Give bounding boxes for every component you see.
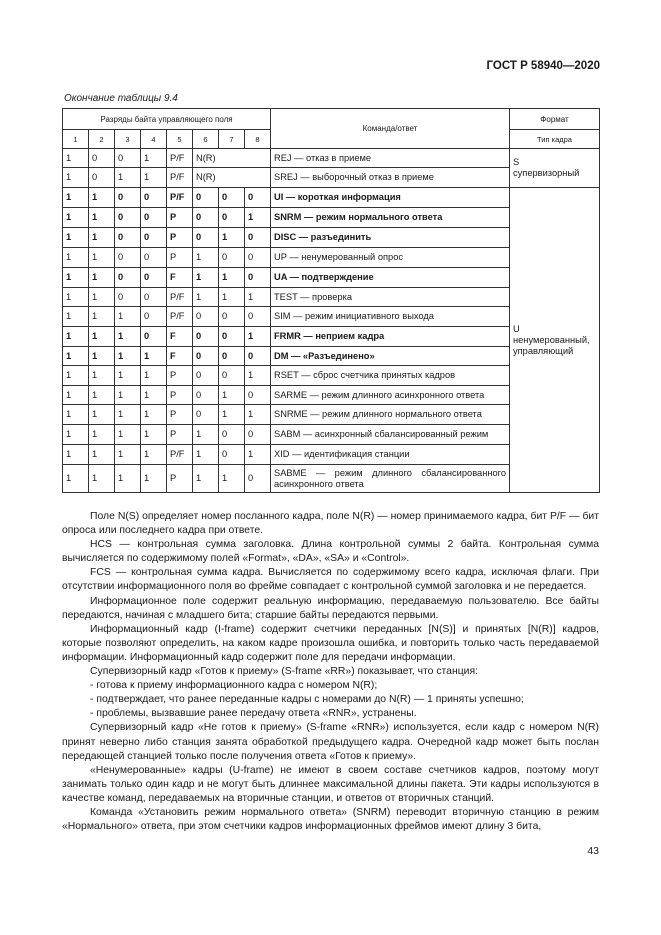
- bit-cell: 1: [63, 445, 89, 465]
- bit-cell: 0: [141, 188, 167, 208]
- bit-cell: 1: [63, 465, 89, 493]
- bit-cell: 0: [141, 208, 167, 228]
- bit-cell: 1: [245, 366, 271, 386]
- command-cell: SNRM — режим нормального ответа: [271, 208, 510, 228]
- bit-number-header: 1: [63, 130, 89, 149]
- bit-cell: 1: [63, 405, 89, 425]
- bit-cell: 0: [141, 288, 167, 307]
- bit-cell: 1: [89, 208, 115, 228]
- paragraph: HCS — контрольная сумма заголовка. Длина контрольной суммы 2 байта. Контрольная сумма вычисляется по содержимому полей «Format», «DA», «SA» и «Control».: [62, 539, 599, 565]
- format-line: U: [513, 323, 520, 334]
- bit-cell: 1: [115, 405, 141, 425]
- bit-cell: 0: [141, 307, 167, 327]
- bit-cell: 1: [141, 445, 167, 465]
- bit-cell: P/F: [167, 288, 193, 307]
- command-cell: UP — ненумерованный опрос: [271, 248, 510, 268]
- command-cell: UI — короткая информация: [271, 188, 510, 208]
- command-cell: TEST — проверка: [271, 288, 510, 307]
- bit-cell: 1: [219, 405, 245, 425]
- bit-cell: 0: [115, 248, 141, 268]
- bit-cell: 1: [89, 248, 115, 268]
- bit-cell: 1: [63, 268, 89, 288]
- command-cell: SARME — режим длинного асинхронного ответа: [271, 386, 510, 405]
- paragraph: Информационный кадр (I-frame) содержит счетчики переданных [N(S)] и принятых [N(R)] кадров, которые позволяют определить, на каком кадре произошла ошибка, и повторить только часть передаваемой информации. Информационный кадр содержит поле для передачи информации.: [62, 623, 599, 663]
- bit-cell: 1: [141, 425, 167, 445]
- bit-cell: 0: [193, 208, 219, 228]
- bit-cell: 1: [89, 268, 115, 288]
- list-item: - подтверждает, что ранее переданные кадры с номерами до N(R) — 1 приняты успешно;: [90, 694, 524, 706]
- bit-cell: 1: [141, 347, 167, 366]
- bit-cell: 0: [141, 228, 167, 248]
- bit-cell: 0: [245, 425, 271, 445]
- bit-cell: 1: [141, 405, 167, 425]
- table-row: [63, 149, 600, 168]
- bit-cell: 0: [115, 228, 141, 248]
- bit-cell: 0: [219, 347, 245, 366]
- bit-cell: 0: [245, 347, 271, 366]
- bit-cell: N(R): [193, 168, 271, 188]
- bit-cell: 1: [115, 327, 141, 347]
- bit-cell: P: [167, 465, 193, 493]
- bit-cell: 1: [115, 445, 141, 465]
- bit-cell: P: [167, 386, 193, 405]
- bit-cell: 1: [141, 168, 167, 188]
- bit-cell: 1: [219, 288, 245, 307]
- bit-cell: 1: [193, 445, 219, 465]
- bit-cell: 1: [89, 347, 115, 366]
- format-line: ненумерованный,: [513, 334, 590, 345]
- bit-number-header: 7: [219, 130, 245, 149]
- bit-cell: 1: [89, 288, 115, 307]
- format-line: S: [513, 157, 520, 167]
- command-header: Команда/ответ: [271, 109, 510, 149]
- bit-cell: 0: [245, 228, 271, 248]
- format-header: Формат: [510, 109, 600, 130]
- command-cell: DM — «Разъединено»: [271, 347, 510, 366]
- command-cell: FRMR — неприем кадра: [271, 327, 510, 347]
- bit-cell: 0: [219, 425, 245, 445]
- bit-cell: 0: [193, 386, 219, 405]
- bit-cell: 0: [141, 327, 167, 347]
- bit-number-header: 2: [89, 130, 115, 149]
- bit-cell: 1: [193, 288, 219, 307]
- command-cell: XID — идентификация станции: [271, 445, 510, 465]
- bit-cell: 1: [219, 228, 245, 248]
- bit-cell: 0: [245, 188, 271, 208]
- bit-cell: 1: [63, 347, 89, 366]
- bit-cell: 0: [219, 208, 245, 228]
- bit-cell: N(R): [193, 149, 271, 168]
- bit-cell: 1: [63, 425, 89, 445]
- bit-cell: 1: [115, 347, 141, 366]
- command-cell: SABM — асинхронный сбалансированный режим: [271, 425, 510, 445]
- bit-number-header: 8: [245, 130, 271, 149]
- bit-cell: 0: [245, 248, 271, 268]
- table-caption: Окончание таблицы 9.4: [64, 93, 178, 104]
- list-item: - готова к приему информационного кадра с номером N(R);: [90, 680, 378, 692]
- bit-cell: 1: [89, 445, 115, 465]
- bit-cell: 0: [245, 465, 271, 493]
- bit-cell: 1: [115, 386, 141, 405]
- paragraph: Информационное поле содержит реальную информацию, передаваемую пользователю. Все байты передаются, начиная с младшего бита; старшие байты передаются первыми.: [62, 595, 599, 621]
- bit-number-header: 3: [115, 130, 141, 149]
- bit-cell: 1: [89, 405, 115, 425]
- frame-type-header: Тип кадра: [510, 130, 600, 149]
- bit-number-header: 5: [167, 130, 193, 149]
- bit-cell: P: [167, 248, 193, 268]
- bit-cell: F: [167, 347, 193, 366]
- bit-cell: 1: [115, 366, 141, 386]
- bit-cell: 1: [141, 386, 167, 405]
- bit-cell: 1: [63, 366, 89, 386]
- bit-cell: 1: [89, 465, 115, 493]
- bit-cell: 0: [193, 307, 219, 327]
- bit-cell: 1: [89, 386, 115, 405]
- bit-cell: P: [167, 366, 193, 386]
- bit-cell: 0: [89, 149, 115, 168]
- paragraph: FCS — контрольная сумма кадра. Вычисляется по содержимому всего кадра, исключая флаги. При отсутствии информационного поля во фрейме совпадает с контрольной суммой заголовка и не передается.: [62, 567, 599, 593]
- bit-cell: 0: [193, 188, 219, 208]
- document-header: ГОСТ Р 58940—2020: [486, 60, 600, 72]
- bit-cell: 1: [193, 425, 219, 445]
- bit-cell: 0: [219, 445, 245, 465]
- bit-cell: 1: [63, 288, 89, 307]
- bit-cell: 1: [193, 465, 219, 493]
- bit-cell: P/F: [167, 307, 193, 327]
- bit-cell: 1: [63, 327, 89, 347]
- bit-cell: 0: [115, 268, 141, 288]
- bit-cell: P: [167, 405, 193, 425]
- bit-cell: 1: [89, 366, 115, 386]
- bit-cell: 1: [245, 208, 271, 228]
- bit-cell: 1: [89, 327, 115, 347]
- paragraph: Поле N(S) определяет номер посланного кадра, поле N(R) — номер принимаемого кадра, бит P/F — бит опроса или последнего кадра при ответе.: [62, 511, 599, 537]
- bit-cell: P/F: [167, 188, 193, 208]
- bit-cell: 0: [115, 188, 141, 208]
- bit-cell: 0: [115, 288, 141, 307]
- command-cell: DISC — разъединить: [271, 228, 510, 248]
- bit-cell: P: [167, 228, 193, 248]
- bit-cell: 1: [245, 327, 271, 347]
- format-unnumbered: [510, 188, 600, 493]
- bit-cell: P: [167, 425, 193, 445]
- bit-cell: 1: [141, 465, 167, 493]
- paragraph: Супервизорный кадр «Готов к приему» (S-frame «RR») показывает, что станция:: [90, 666, 478, 678]
- bit-cell: 0: [193, 327, 219, 347]
- bit-cell: F: [167, 327, 193, 347]
- bit-cell: 0: [245, 386, 271, 405]
- bit-cell: 1: [63, 168, 89, 188]
- bit-cell: P/F: [167, 445, 193, 465]
- bit-cell: 1: [63, 208, 89, 228]
- bit-cell: 1: [193, 268, 219, 288]
- bit-cell: 0: [219, 307, 245, 327]
- bit-cell: 1: [245, 405, 271, 425]
- bit-number-header: 4: [141, 130, 167, 149]
- bit-cell: 0: [219, 366, 245, 386]
- table-row: [63, 188, 600, 208]
- bit-cell: 1: [89, 425, 115, 445]
- page-number: 43: [587, 845, 599, 857]
- bit-cell: 0: [219, 248, 245, 268]
- command-cell: REJ — отказ в приеме: [271, 149, 510, 168]
- control-byte-table: [62, 108, 600, 493]
- command-cell: SABME — режим длинного сбалансированного асинхронного ответа: [271, 465, 510, 493]
- bit-cell: 1: [89, 188, 115, 208]
- bit-cell: 1: [141, 366, 167, 386]
- bit-cell: 1: [219, 268, 245, 288]
- bit-cell: 1: [63, 386, 89, 405]
- bit-cell: 0: [193, 347, 219, 366]
- bit-cell: 1: [245, 445, 271, 465]
- bit-cell: 0: [89, 168, 115, 188]
- bit-cell: F: [167, 268, 193, 288]
- bit-cell: 0: [115, 208, 141, 228]
- bit-cell: 0: [115, 149, 141, 168]
- bit-cell: 1: [63, 248, 89, 268]
- list-item: - проблемы, вызвавшие ранее передачу ответа «RNR», устранены.: [90, 708, 417, 720]
- bit-cell: 1: [63, 228, 89, 248]
- paragraph: Команда «Установить режим нормального ответа» (SNRM) переводит вторичную станцию в режим «Нормального» ответа, при этом счетчики кадров информационных фреймов имеют длину 3 бита,: [62, 806, 599, 833]
- bit-cell: 1: [193, 248, 219, 268]
- bit-cell: 1: [141, 149, 167, 168]
- bit-cell: 0: [219, 327, 245, 347]
- format-line: управляющий: [513, 345, 574, 356]
- format-supervisory: [510, 149, 600, 188]
- bit-cell: 0: [141, 248, 167, 268]
- bit-cell: 0: [245, 307, 271, 327]
- bit-cell: 0: [141, 268, 167, 288]
- bit-cell: 0: [193, 405, 219, 425]
- bit-cell: 1: [219, 465, 245, 493]
- bit-cell: 0: [219, 188, 245, 208]
- bit-cell: 1: [115, 465, 141, 493]
- bit-cell: 1: [219, 386, 245, 405]
- bit-cell: 0: [245, 268, 271, 288]
- paragraph: Супервизорный кадр «Не готов к приему» (S-frame «RNR») используется, если кадр с номером N(R) принят неверно либо станция занята обработкой предыдущего кадра. Очередной кадр может быть послан передающей станцией только после получения ответа «Готов к приему».: [62, 722, 599, 762]
- bit-cell: 1: [245, 288, 271, 307]
- bit-cell: 0: [193, 366, 219, 386]
- bit-number-header: 6: [193, 130, 219, 149]
- format-line: супервизорный: [513, 168, 580, 178]
- bit-cell: 1: [89, 307, 115, 327]
- bits-group-header: Разряды байта управляющего поля: [63, 109, 271, 130]
- command-cell: SREJ — выборочный отказ в приеме: [271, 168, 510, 188]
- bit-cell: 1: [115, 168, 141, 188]
- bit-cell: 1: [115, 425, 141, 445]
- bit-cell: 0: [193, 228, 219, 248]
- bit-cell: 1: [89, 228, 115, 248]
- bit-cell: 1: [63, 149, 89, 168]
- command-cell: SIM — режим инициативного выхода: [271, 307, 510, 327]
- command-cell: SNRME — режим длинного нормального ответа: [271, 405, 510, 425]
- bit-cell: P/F: [167, 149, 193, 168]
- command-cell: UA — подтверждение: [271, 268, 510, 288]
- paragraph: «Ненумерованные» кадры (U-frame) не имеют в своем составе счетчиков кадров, поэтому могут занимать только один кадр и не могут быть длиннее максимальной длины пакета. Эти кадры используются в качестве команд, передаваемых на вторичные станции, и ответов от вторичных станций.: [62, 764, 599, 804]
- bit-cell: P: [167, 208, 193, 228]
- body-text: [62, 510, 599, 834]
- bit-cell: P/F: [167, 168, 193, 188]
- command-cell: RSET — сброс счетчика принятых кадров: [271, 366, 510, 386]
- bit-cell: 1: [115, 307, 141, 327]
- bit-cell: 1: [63, 188, 89, 208]
- bit-cell: 1: [63, 307, 89, 327]
